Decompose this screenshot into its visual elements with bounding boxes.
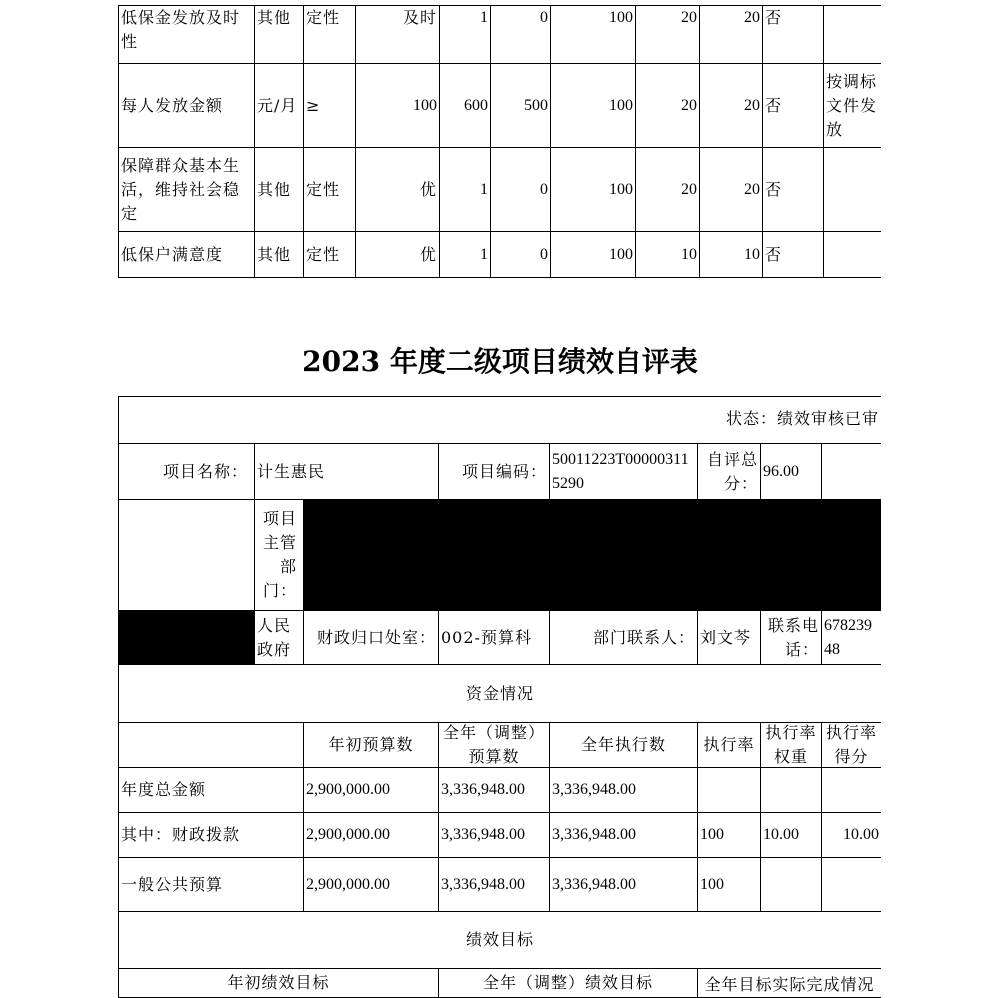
indicator-unit: 元/月 (255, 64, 303, 147)
indicator-max: 100 (551, 148, 635, 231)
funds-executed: 3,336,948.00 (550, 813, 697, 857)
indicator-target: 20 (636, 148, 699, 231)
indicator-unit: 其他 (255, 148, 303, 231)
phone-number: 67823948 (822, 611, 881, 664)
goals-initial-header: 年初绩效目标 (119, 969, 438, 997)
indicator-actual: 20 (700, 6, 762, 63)
contact-name: 刘文芩 (698, 611, 760, 664)
funds-header-initial: 年初预算数 (304, 723, 438, 767)
indicator-target: 20 (636, 64, 699, 147)
dept-label: 项目主管部门： (255, 500, 303, 610)
funds-weight: 10.00 (761, 813, 821, 857)
indicator-deduct: 否 (763, 232, 823, 277)
contact-label: 部门联系人： (550, 611, 697, 664)
dept-name: 人民政府 (255, 611, 303, 664)
funds-weight (761, 768, 821, 812)
indicator-note (824, 232, 883, 277)
indicator-type: 定性 (304, 6, 355, 63)
office-name: 002-预算科 (439, 611, 549, 664)
indicator-base: 0 (491, 6, 550, 63)
indicator-target: 20 (636, 6, 699, 63)
self-score-label: 自评总分： (698, 444, 760, 499)
funds-section-title: 资金情况 (119, 665, 881, 722)
funds-header-adjusted: 全年（调整）预算数 (439, 723, 549, 767)
indicator-weight: 1 (440, 6, 490, 63)
funds-header-weight: 执行率权重 (761, 723, 821, 767)
indicator-weight: 600 (440, 64, 490, 147)
page-title: 2023 年度二级项目绩效自评表 (302, 345, 698, 378)
indicator-note: 按调标文件发放 (824, 64, 883, 147)
funds-row-label: 年度总金额 (119, 768, 303, 812)
indicator-base: 0 (491, 232, 550, 277)
evaluation-table (118, 396, 881, 998)
goals-adjusted-header: 全年（调整）绩效目标 (439, 969, 697, 997)
indicator-name: 低保户满意度 (119, 232, 254, 277)
empty-cell (822, 444, 881, 499)
indicator-base: 0 (491, 148, 550, 231)
funds-header-rate: 执行率 (698, 723, 760, 767)
indicator-note (824, 6, 883, 63)
indicator-target: 10 (636, 232, 699, 277)
indicator-actual: 20 (700, 148, 762, 231)
indicator-type: ≥ (304, 64, 355, 147)
indicator-name: 低保金发放及时性 (119, 6, 254, 63)
funds-adjusted: 3,336,948.00 (439, 813, 549, 857)
indicator-standard: 及时 (356, 6, 439, 63)
funds-header-score: 执行率得分 (822, 723, 881, 767)
indicator-type: 定性 (304, 232, 355, 277)
indicator-name: 保障群众基本生活，维持社会稳定 (119, 148, 254, 231)
project-name: 计生惠民 (255, 444, 438, 499)
indicator-deduct: 否 (763, 6, 823, 63)
funds-rate: 100 (698, 858, 760, 911)
funds-adjusted: 3,336,948.00 (439, 768, 549, 812)
indicator-max: 100 (551, 64, 635, 147)
indicator-actual: 20 (700, 64, 762, 147)
funds-rate: 100 (698, 813, 760, 857)
indicator-actual: 10 (700, 232, 762, 277)
indicator-standard: 100 (356, 64, 439, 147)
goals-actual-header: 全年目标实际完成情况 (698, 969, 881, 997)
indicator-weight: 1 (440, 148, 490, 231)
funds-header-executed: 全年执行数 (550, 723, 697, 767)
indicator-unit: 其他 (255, 6, 303, 63)
indicator-unit: 其他 (255, 232, 303, 277)
indicator-max: 100 (551, 6, 635, 63)
indicator-name: 每人发放金额 (119, 64, 254, 147)
indicator-max: 100 (551, 232, 635, 277)
project-code-label: 项目编码： (439, 444, 549, 499)
indicator-weight: 1 (440, 232, 490, 277)
funds-score (822, 858, 881, 911)
indicator-standard: 优 (356, 232, 439, 277)
funds-score: 10.00 (822, 813, 881, 857)
status-text: 状态：绩效审核已审 (119, 397, 881, 443)
office-label: 财政归口处室： (304, 611, 438, 664)
indicator-table (118, 5, 881, 278)
indicator-standard: 优 (356, 148, 439, 231)
indicator-deduct: 否 (763, 64, 823, 147)
indicator-type: 定性 (304, 148, 355, 231)
funds-executed: 3,336,948.00 (550, 858, 697, 911)
project-name-label: 项目名称： (119, 444, 254, 499)
funds-executed: 3,336,948.00 (550, 768, 697, 812)
funds-initial: 2,900,000.00 (304, 858, 438, 911)
self-score: 96.00 (761, 444, 821, 499)
indicator-deduct: 否 (763, 148, 823, 231)
funds-initial: 2,900,000.00 (304, 813, 438, 857)
funds-initial: 2,900,000.00 (304, 768, 438, 812)
phone-label: 联系电话： (761, 611, 821, 664)
funds-weight (761, 858, 821, 911)
indicator-base: 500 (491, 64, 550, 147)
project-code: 50011223T000003115290 (550, 444, 697, 499)
indicator-note (824, 148, 883, 231)
funds-score (822, 768, 881, 812)
funds-row-label: 其中：财政拨款 (119, 813, 303, 857)
empty-cell (119, 723, 303, 767)
funds-rate (698, 768, 760, 812)
funds-adjusted: 3,336,948.00 (439, 858, 549, 911)
empty-cell (119, 500, 254, 610)
funds-row-label: 一般公共预算 (119, 858, 303, 911)
goals-section-title: 绩效目标 (119, 912, 881, 968)
